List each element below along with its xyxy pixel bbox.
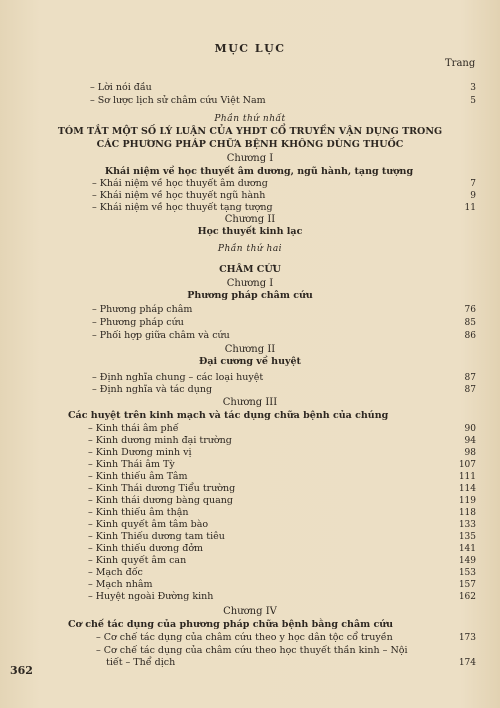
part-heading: Phần thứ hai <box>217 244 283 254</box>
toc-entry: – Kinh quyết âm tâm bào 133 <box>88 519 476 530</box>
toc-entry: – Cơ chế tác dụng của châm cứu theo học thuyết thần kinh – Nội <box>96 645 408 656</box>
chapter-title: Cơ chế tác dụng của phương pháp chữa bệnh bằng châm cứu <box>68 619 394 630</box>
chapter-heading: Chương II <box>224 214 276 225</box>
toc-entry: – Khái niệm về học thuyết ngũ hành 9 <box>92 190 476 201</box>
toc-entry: – Phương pháp châm 76 <box>92 304 476 315</box>
chapter-title: Các huyệt trên kinh mạch và tác dụng chữa bệnh của chúng <box>68 410 389 421</box>
toc-entry: – Định nghĩa chung – các loại huyệt 87 <box>92 372 476 383</box>
toc-entry: – Lời nói đầu 3 <box>90 82 476 93</box>
chapter-heading: Chương I <box>226 278 274 289</box>
toc-entry: – Kinh thiếu dương đởm 141 <box>88 543 476 554</box>
toc-entry: – Kinh thiếu âm Tâm 111 <box>88 471 476 482</box>
toc-entry: – Kinh dương minh đại trường 94 <box>88 435 476 446</box>
toc-entry: – Cơ chế tác dụng của châm cứu theo y học dân tộc cổ truyền 173 <box>96 632 476 643</box>
chapter-title: Phương pháp châm cứu <box>187 290 313 301</box>
chapter-title: Học thuyết kinh lạc <box>197 226 303 237</box>
chapter-title: Đại cương về huyệt <box>199 356 301 367</box>
toc-entry: – Kinh thiếu âm thận 118 <box>88 507 476 518</box>
part-title: CÁC PHƯƠNG PHÁP CHỮA BỆNH KHÔNG DÙNG THUỐC <box>96 139 404 150</box>
toc-entry: – Phương pháp cứu 85 <box>92 317 476 328</box>
toc-entry: – Mạch đốc 153 <box>88 567 476 578</box>
toc-entry: – Khái niệm về học thuyết âm dương 7 <box>92 178 476 189</box>
toc-entry: – Kinh thái dương bàng quang 119 <box>88 495 476 506</box>
toc-entry: – Kinh Thiếu dương tam tiêu 135 <box>88 531 476 542</box>
page-title: MỤC LỤC <box>214 42 286 55</box>
page-column-label: Trang <box>445 58 476 69</box>
toc-entry: – Kinh Thái âm Tỳ 107 <box>88 459 476 470</box>
chapter-heading: Chương II <box>224 344 276 355</box>
toc-entry: – Kinh thái âm phế 90 <box>88 423 476 434</box>
toc-entry: – Mạch nhâm 157 <box>88 579 476 590</box>
chapter-title: Khái niệm về học thuyết âm dương, ngũ hành, tạng tượng <box>104 166 414 177</box>
chapter-heading: Chương III <box>222 397 278 408</box>
toc-entry: – Kinh Dương minh vị 98 <box>88 447 476 458</box>
part-heading: Phần thứ nhất <box>214 114 286 124</box>
toc-entry: – Định nghĩa và tác dụng 87 <box>92 384 476 395</box>
part-title: CHÂM CỨU <box>219 264 281 275</box>
toc-entry-continuation: tiết – Thể dịch 174 <box>106 657 476 668</box>
toc-entry: – Huyệt ngoài Đường kinh 162 <box>88 591 476 602</box>
toc-entry: – Khái niệm về học thuyết tạng tượng 11 <box>92 202 476 213</box>
toc-entry: – Phối hợp giữa châm và cứu 86 <box>92 330 476 341</box>
chapter-heading: Chương I <box>226 153 274 164</box>
page-number: 362 <box>10 664 33 677</box>
part-title: TÓM TẮT MỘT SỐ LÝ LUẬN CỦA YHDT CỔ TRUYỀN VẬN DỤNG TRONG <box>57 126 443 137</box>
toc-entry: – Kinh quyết âm can 149 <box>88 555 476 566</box>
chapter-heading: Chương IV <box>223 606 277 617</box>
toc-entry: – Kinh Thái dương Tiểu trường 114 <box>88 483 476 494</box>
toc-entry: – Sơ lược lịch sử châm cứu Việt Nam 5 <box>90 95 476 106</box>
